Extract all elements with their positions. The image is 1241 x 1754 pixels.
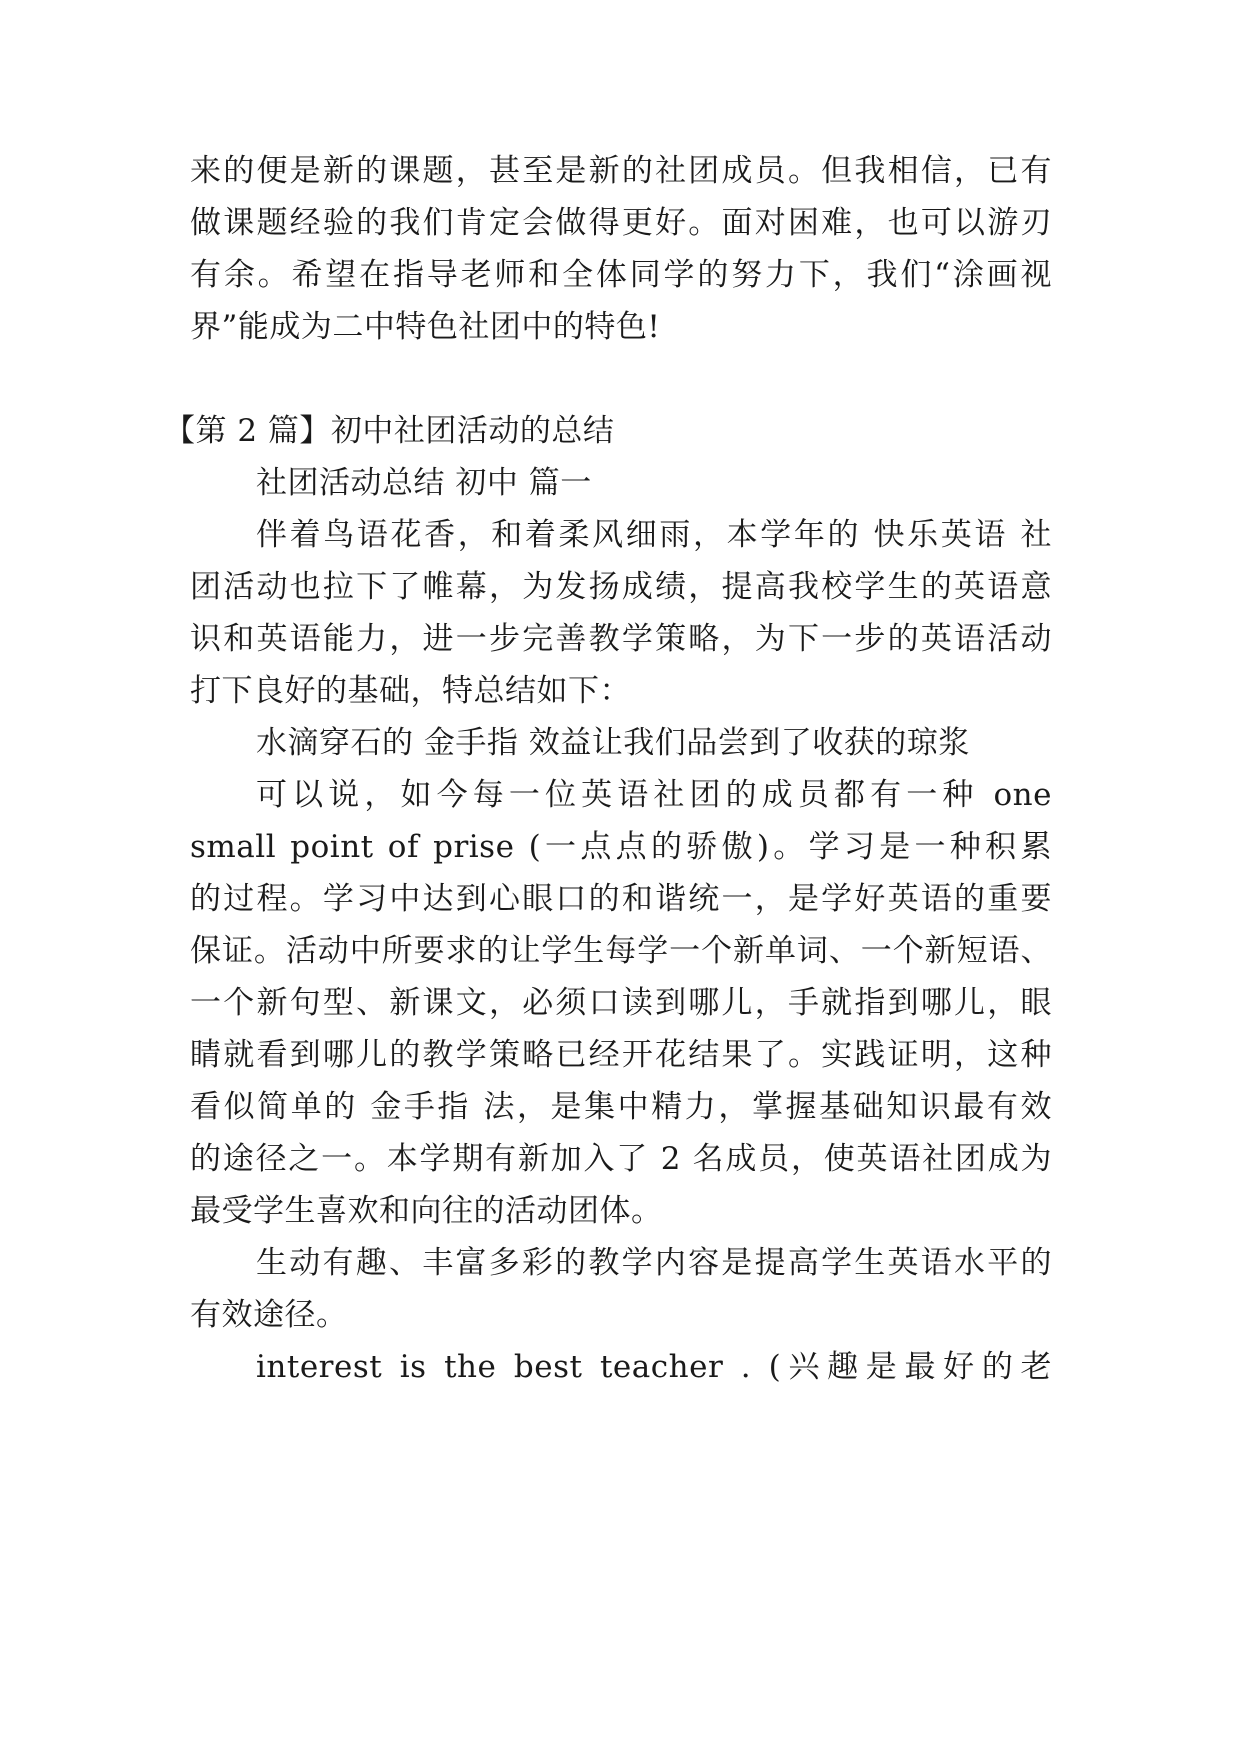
- subsection-heading: 社团活动总结 初中 篇一: [256, 465, 592, 501]
- paragraph-line: 的过程。学习中达到心眼口的和谐统一，是学好英语的重要: [190, 881, 1052, 917]
- paragraph-line: interest is the best teacher . (兴趣是最好的老: [256, 1349, 1052, 1385]
- paragraph-line: 水滴穿石的 金手指 效益让我们品尝到了收获的琼浆: [256, 725, 970, 761]
- section-heading: 【第 2 篇】初中社团活动的总结: [164, 413, 615, 449]
- paragraph-line: 可以说，如今每一位英语社团的成员都有一种 one: [256, 777, 1052, 813]
- paragraph-line: 保证。活动中所要求的让学生每学一个新单词、一个新短语、: [190, 933, 1052, 969]
- paragraph-line: 一个新句型、新课文，必须口读到哪儿，手就指到哪儿，眼: [190, 985, 1052, 1021]
- paragraph-line: 最受学生喜欢和向往的活动团体。: [190, 1193, 663, 1229]
- paragraph-line: 的途径之一。本学期有新加入了 2 名成员，使英语社团成为: [190, 1141, 1052, 1177]
- paragraph-line: 生动有趣、丰富多彩的教学内容是提高学生英语水平的: [256, 1245, 1052, 1281]
- paragraph-line: small point of prise (一点点的骄傲)。学习是一种积累: [190, 829, 1052, 865]
- paragraph-line: 看似简单的 金手指 法，是集中精力，掌握基础知识最有效: [190, 1089, 1052, 1125]
- paragraph-line: 睛就看到哪儿的教学策略已经开花结果了。实践证明，这种: [190, 1037, 1052, 1073]
- paragraph-line: 界”能成为二中特色社团中的特色!: [190, 309, 661, 345]
- paragraph-line: 团活动也拉下了帷幕，为发扬成绩，提高我校学生的英语意: [190, 569, 1052, 605]
- paragraph-line: 来的便是新的课题，甚至是新的社团成员。但我相信，已有: [190, 153, 1052, 189]
- paragraph-line: 做课题经验的我们肯定会做得更好。面对困难，也可以游刃: [190, 205, 1052, 241]
- paragraph-line: 伴着鸟语花香，和着柔风细雨，本学年的 快乐英语 社: [256, 517, 1052, 553]
- paragraph-line: 有效途径。: [190, 1297, 348, 1333]
- paragraph-line: 打下良好的基础，特总结如下：: [190, 673, 631, 709]
- paragraph-line: 有余。希望在指导老师和全体同学的努力下，我们“涂画视: [190, 257, 1052, 293]
- paragraph-line: 识和英语能力，进一步完善教学策略，为下一步的英语活动: [190, 621, 1052, 657]
